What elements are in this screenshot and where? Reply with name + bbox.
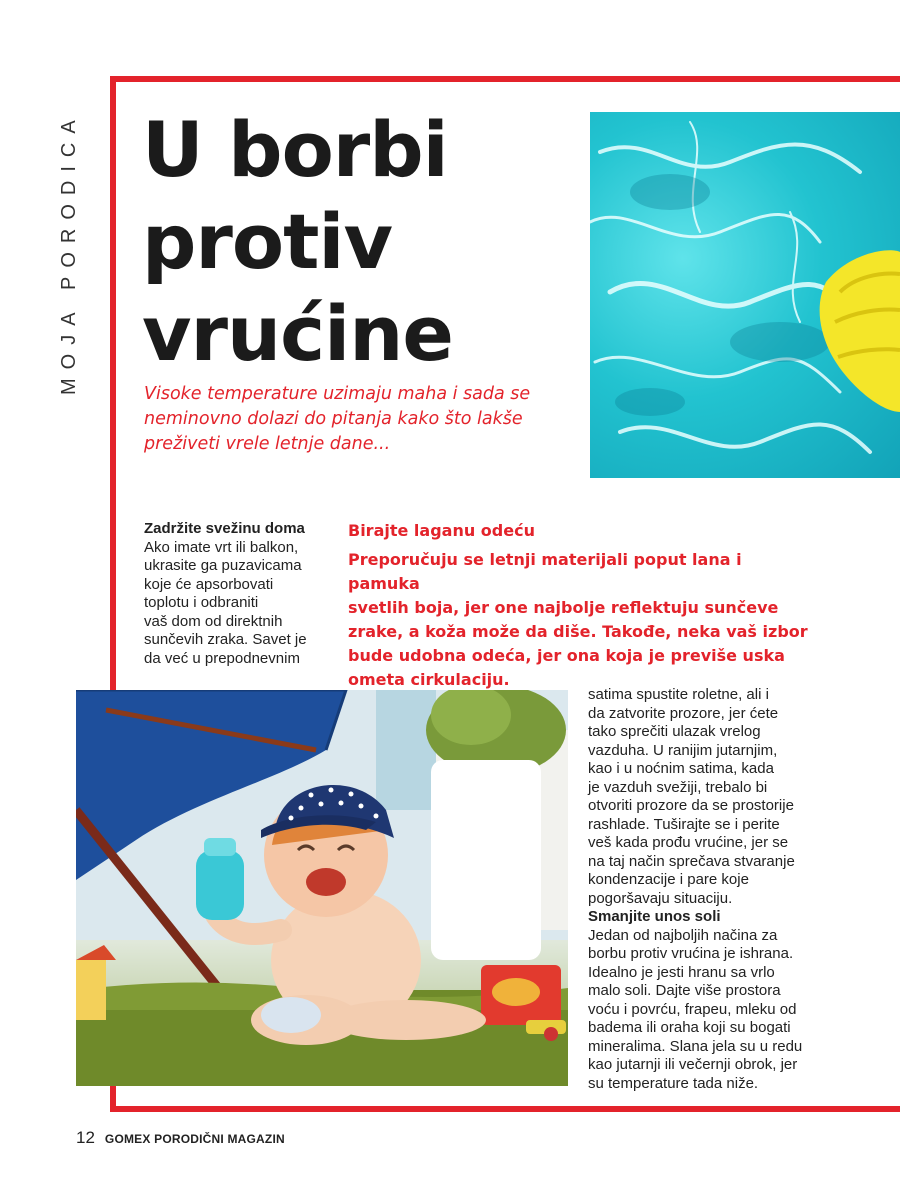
text-line: svetlih boja, jer one najbolje reflektuju sunčeve bbox=[348, 598, 779, 617]
text-line: otvoriti prozore da se prostorije bbox=[588, 797, 794, 814]
text-line: Preporučuju se letnji materijali poput lana i pamuka bbox=[348, 550, 742, 593]
pool-photo bbox=[590, 112, 900, 478]
section-label: MOJA PORODICA bbox=[58, 111, 80, 395]
text-line: sunčevih zraka. Savet je bbox=[144, 631, 307, 648]
text-line: Ako imate vrt ili balkon, bbox=[144, 538, 299, 556]
text-line: koje će apsorbovati bbox=[144, 575, 274, 593]
article-title bbox=[142, 104, 582, 380]
right-column-text bbox=[588, 686, 848, 1093]
magazine-name: GOMEX PORODIČNI MAGAZIN bbox=[104, 1132, 285, 1146]
subheading-light-clothing: Birajte laganu odeću bbox=[348, 521, 535, 540]
text-line: voću i povrću, frapeu, mleku od bbox=[588, 1000, 797, 1018]
text-line: bude udobna odeća, jer ona koja je previše uska bbox=[348, 646, 785, 665]
text-line: badema ili oraha koji su bogati bbox=[588, 1019, 791, 1036]
lead-paragraph: Visoke temperature uzimaju maha i sada se neminovno dolazi do pitanja kako što lakše preživeti vrele letnje dane... bbox=[144, 384, 531, 454]
text-line: zrake, a koža može da diše. Takođe, neka vaš izbor bbox=[348, 622, 808, 641]
text-line: tako sprečiti ulazak vrelog bbox=[588, 723, 761, 740]
text-line: pogoršavaju situaciju. bbox=[588, 889, 733, 907]
text-line: vazduha. U ranijim jutarnjim, bbox=[588, 741, 778, 759]
left-column-text bbox=[144, 520, 330, 668]
text-line: veš kada prođu vrućine, jer se bbox=[588, 834, 789, 851]
highlight-text bbox=[348, 548, 818, 692]
text-line: na taj način sprečava stvaranje bbox=[588, 852, 795, 870]
title-line: U borbi bbox=[142, 105, 448, 194]
text-line: ukrasite ga puzavicama bbox=[144, 557, 302, 574]
text-line: vaš dom od direktnih bbox=[144, 612, 283, 630]
subheading-keep-home-fresh: Zadržite svežinu doma bbox=[144, 520, 305, 537]
text-line: toplotu i odbraniti bbox=[144, 594, 259, 611]
page-number: 12 bbox=[76, 1128, 95, 1147]
text-line: Jedan od najboljih načina za bbox=[588, 926, 778, 944]
text-line: rashlade. Tuširajte se i perite bbox=[588, 815, 780, 833]
title-line: vrućine bbox=[142, 289, 453, 378]
text-line: satima spustite roletne, ali i bbox=[588, 686, 769, 703]
text-line: malo soli. Dajte više prostora bbox=[588, 982, 781, 999]
frame-bottom-border bbox=[110, 1106, 900, 1112]
title-line: protiv bbox=[142, 197, 393, 286]
text-line: kao jutarnji ili večernji obrok, jer bbox=[588, 1056, 798, 1073]
text-line: Idealno je jesti hranu sa vrlo bbox=[588, 963, 775, 981]
text-line: borbu protiv vrućina je ishrana. bbox=[588, 945, 794, 962]
page-footer bbox=[76, 1128, 285, 1148]
text-line: kondenzacije i pare koje bbox=[588, 871, 749, 888]
text-line: kao i u noćnim satima, kada bbox=[588, 760, 774, 777]
highlight-box bbox=[348, 520, 818, 692]
subheading-reduce-salt: Smanjite unos soli bbox=[588, 908, 721, 925]
baby-photo bbox=[76, 690, 568, 1086]
text-line: da već u prepodnevnim bbox=[144, 649, 300, 667]
frame-top-border bbox=[110, 76, 900, 82]
text-line: ometa cirkulaciju. bbox=[348, 670, 510, 689]
text-line: da zatvorite prozore, jer ćete bbox=[588, 704, 779, 722]
text-line: su temperature tada niže. bbox=[588, 1074, 759, 1092]
text-line: je vazduh svežiji, trebalo bi bbox=[588, 778, 768, 796]
text-line: mineralima. Slana jela su u redu bbox=[588, 1037, 803, 1055]
